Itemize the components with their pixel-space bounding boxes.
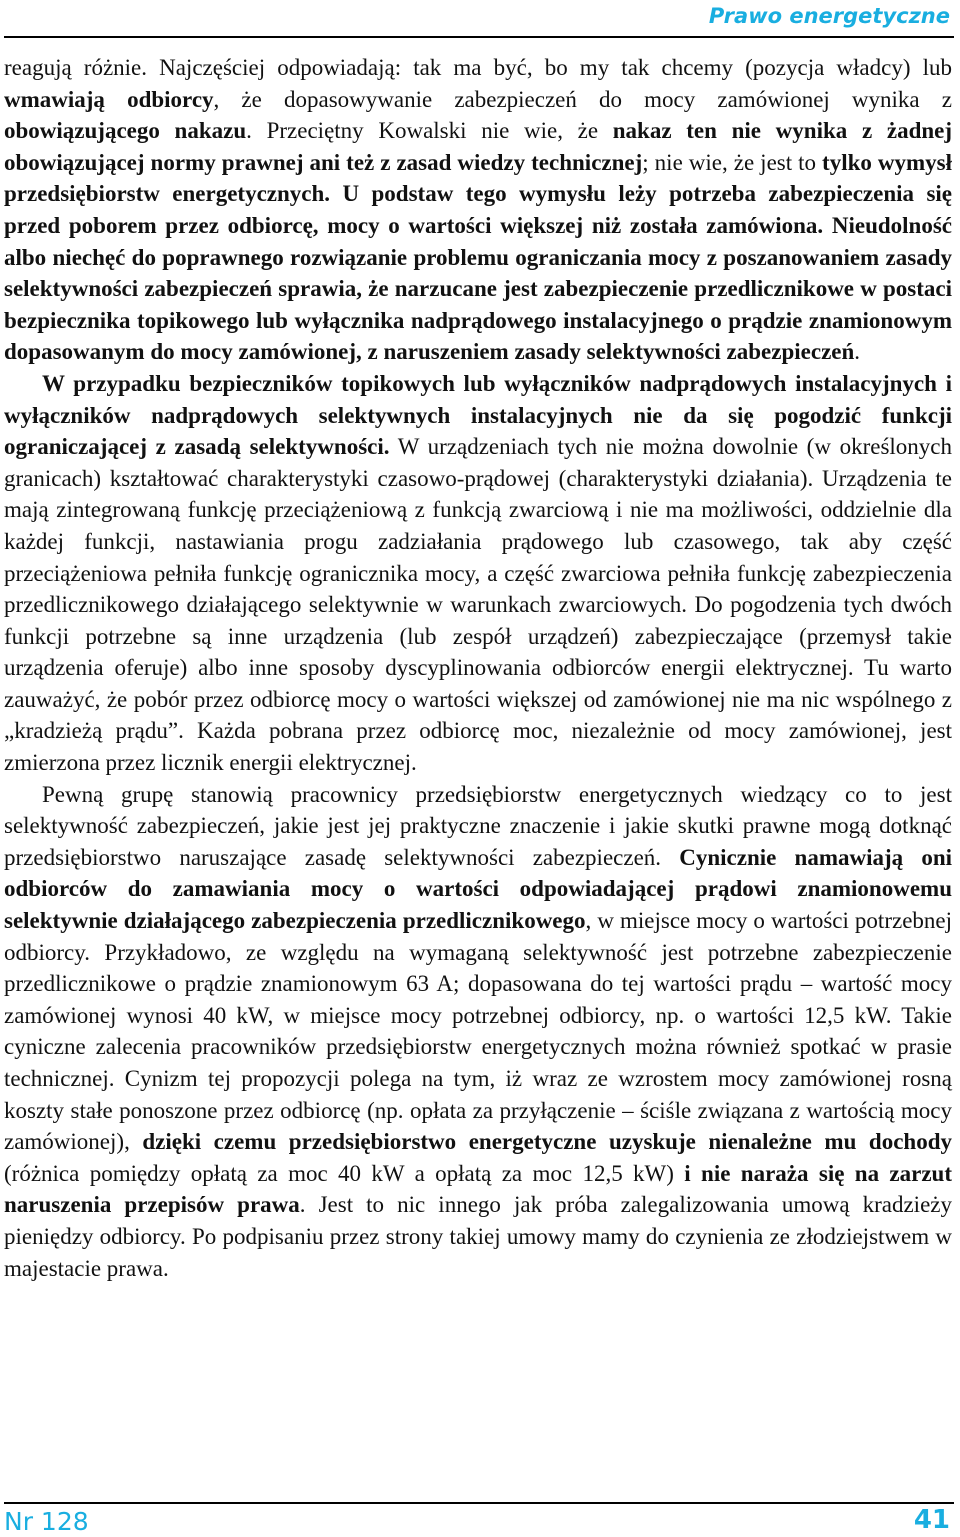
header-divider [4, 36, 954, 38]
text-run: . Przeciętny Kowalski nie wie, że [246, 118, 613, 144]
issue-number: Nr 128 [4, 1507, 89, 1536]
bold-text-run: tylko wymysł przedsiębiorstw energetycznych. U podstaw tego wymysłu leży potrzeba zabezpieczenia się przed poborem przez odbiorcę, mocy o wartości większej niż została zamówiona. Nieudolność albo niechęć do poprawnego rozwiązanie problemu ograniczania mocy z poszanowaniem zasady selektywności zabezpieczeń sprawia, że narzucane jest zabezpieczenie przedlicznikowe w postaci bezpiecznika topikowego lub wyłącznika nadprądowego instalacyjnego o prądzie znamionowym dopasowanym do mocy zamówionej, z naruszeniem zasady selektywności zabezpieczeń [4, 149, 952, 365]
paragraph-3 [4, 779, 952, 1285]
text-run: W urządzeniach tych nie można dowolnie (w określonych granicach) kształtować charakterystyki czasowo-prądowej (charakterystyki działania). Urządzenia te mają zintegrowaną funkcję przeciążeniową z funkcją zwarciową i nie ma możliwości, oddzielnie dla każdej funkcji, nastawiania progu zadziałania prądowego lub czasowego, tak aby część przeciążeniowa pełniła funkcję ogranicznika mocy, a część zwarciowa pełniła funkcję zabezpieczenia przedlicznikowego działającego selektywnie w warunkach zwarciowych. Do pogodzenia tych dwóch funkcji potrzebne są inne urządzenia (lub zespół urządzeń) zabezpieczające (przemysł takie urządzenia oferuje) albo inne sposoby dyscyplinowania odbiorców energii elektrycznej. Tu warto zauważyć, że pobór przez odbiorcę mocy o wartości większej od zamówionej nie ma nic wspólnego z „kradzieżą prądu”. Każda pobrana przez odbiorcę moc, niezależnie od mocy zamówionej, jest zmierzona przez licznik energii elektrycznej. [4, 434, 952, 776]
bold-text-run: Cynicznie namawiają oni odbiorców do zamawiania mocy o wartości odpowiadającej prądowi znamionowemu selektywnie działającego zabezpieczenia przedlicznikowego [4, 844, 953, 934]
bold-text-run: obowiązującego nakazu [4, 118, 247, 144]
bold-text-run: W przypadku bezpieczników topikowych lub wyłączników nadprądowych instalacyjnych i wyłączników nadprądowych selektywnych instalacyjnych nie da się pogodzić funkcji ograniczającej z zasadą selektywności. [4, 370, 952, 460]
bold-text-run: i nie naraża się na zarzut naruszenia przepisów prawa [4, 1160, 953, 1218]
text-run: Pewną grupę stanowią pracownicy przedsiębiorstw energetycznych wiedzący co to jest selektywność zabezpieczeń, jakie jest jej praktyczne znaczenie i jakie skutki prawne mogą dotknąć przedsiębiorstwo naruszające zasadę selektywności zabezpieczeń. [4, 781, 952, 870]
paragraph-2 [4, 368, 952, 779]
text-run: , że dopasowywanie zabezpieczeń do mocy zamówionej wynika z [213, 86, 952, 112]
bold-text-run: nakaz ten nie wynika z żadnej obowiązującej normy prawnej ani też z zasad wiedzy technicznej [4, 118, 953, 175]
bold-text-run: wmawiają odbiorcy [4, 86, 214, 112]
text-run: (różnica pomiędzy opłatą za moc 40 kW a opłatą za moc 12,5 kW) [4, 1160, 685, 1186]
text-run: . [854, 339, 861, 365]
bold-text-run: dzięki czemu przedsiębiorstwo energetyczne uzyskuje nienależne mu dochody [142, 1129, 952, 1155]
text-run: , w miejsce mocy o wartości potrzebnej odbiorcy. Przykładowo, ze względu na wymaganą selektywność jest potrzebne zabezpieczenie przedlicznikowe o prądzie znamionowym 63 A; dopasowana do tej wartości prądu – wartość mocy zamówionej wynosi 40 kW, w miejsce mocy potrzebnej odbiorcy, np. o wartości 12,5 kW. Takie cyniczne zalecenia pracowników przedsiębiorstw energetycznych można również spotkać w prasie technicznej. Cynizm tej propozycji polega na tym, iż wraz ze wzrostem mocy zamówionej rosną koszty stałe ponoszone przez odbiorcę (np. opłata za przyłączenie – ściśle związana z wartością mocy zamówionej), [4, 908, 952, 1155]
text-run: reagują różnie. Najczęściej odpowiadają: tak ma być, bo my tak chcemy (pozycja władcy) lub [4, 55, 952, 80]
article-body [4, 52, 952, 1284]
text-run: . Jest to nic innego jak próba zalegalizowania umową kradzieży pieniędzy odbiorcy. Po podpisaniu przez strony takiej umowy mamy do czynienia ze złodziejstwem w majestacie prawa. [4, 1192, 952, 1281]
paragraph-1 [4, 52, 952, 368]
footer-divider [4, 1502, 954, 1504]
text-run: ; nie wie, że jest to [642, 149, 823, 175]
running-header-title: Prawo energetyczne [708, 4, 950, 28]
page-number: 41 [913, 1505, 950, 1535]
